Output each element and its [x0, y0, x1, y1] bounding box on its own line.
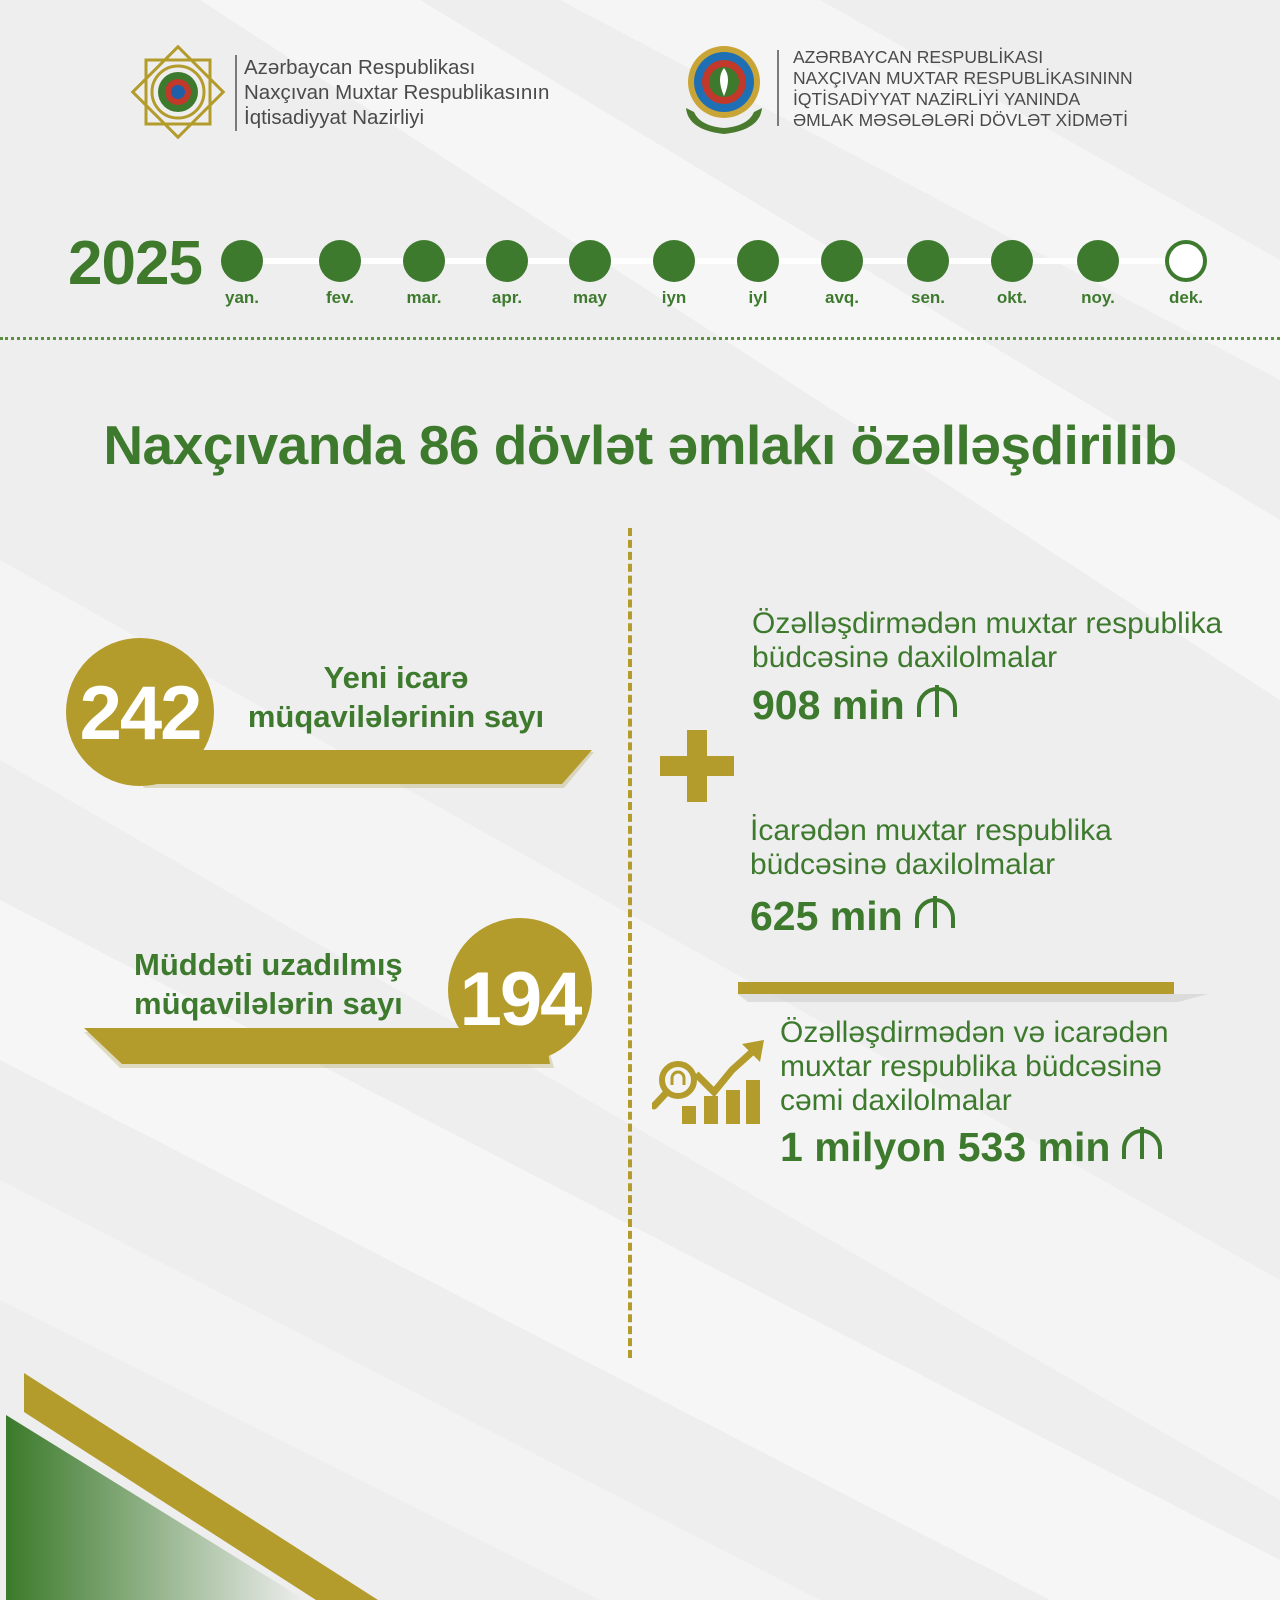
state-emblem-icon [678, 38, 770, 138]
manat-icon [1120, 1125, 1164, 1161]
timeline-month-dot [319, 240, 361, 282]
ministry-emblem-icon [126, 40, 230, 144]
total-income-label [780, 1016, 1169, 1118]
service-line: NAXÇIVAN MUXTAR RESPUBLİKASININN [793, 68, 1133, 88]
timeline-month-dot [907, 240, 949, 282]
ministry-line: Naxçıvan Muxtar Respublikasının [244, 81, 550, 104]
lease-income-label [750, 814, 1112, 882]
value-text: 1 milyon 533 min [780, 1124, 1111, 1170]
new-leases-label [236, 658, 556, 736]
label-line: büdcəsinə daxilolmalar [750, 848, 1056, 881]
timeline-month-label: may [572, 288, 608, 307]
timeline-month-label: avq. [824, 288, 860, 307]
ministry-name [244, 55, 549, 130]
timeline-month-dot [403, 240, 445, 282]
timeline-month-label: mar. [406, 288, 442, 307]
timeline-month-dot [737, 240, 779, 282]
new-leases-value: 242 [79, 671, 201, 756]
label-line: cəmi daxilolmalar [780, 1084, 1012, 1117]
timeline-month-label: fev. [325, 288, 355, 307]
ministry-line: Azərbaycan Respublikası [244, 56, 476, 79]
total-separator-bar [738, 982, 1208, 1002]
timeline-track [240, 258, 1190, 264]
extended-contracts-label [134, 945, 434, 1023]
service-line: ƏMLAK MƏSƏLƏLƏRİ DÖVLƏT XİDMƏTİ [793, 110, 1128, 130]
manat-icon [913, 894, 957, 930]
label-line: büdcəsinə daxilolmalar [752, 641, 1058, 674]
timeline-month-dot [221, 240, 263, 282]
service-name [793, 47, 1133, 131]
privatization-label [752, 607, 1222, 675]
timeline-month-label: dek. [1168, 288, 1204, 307]
timeline-month-label: yan. [224, 288, 260, 307]
timeline-month-dot [991, 240, 1033, 282]
label-line: Özəlləşdirmədən və icarədən [780, 1016, 1169, 1049]
timeline-month-dot [1077, 240, 1119, 282]
service-line: İQTİSADİYYAT NAZİRLİYİ YANINDA [793, 89, 1081, 109]
label-line: müqavilələrinin sayı [247, 699, 545, 734]
timeline-year: 2025 [68, 229, 202, 298]
label-line: Yeni icarə [323, 660, 469, 695]
timeline-month-label: noy. [1081, 288, 1115, 307]
manat-icon [915, 683, 959, 719]
timeline-month-label: okt. [996, 288, 1028, 307]
timeline-month-label: iyl [748, 288, 768, 307]
timeline-month-dot [486, 240, 528, 282]
growth-chart-icon [652, 1040, 766, 1126]
lease-income-value [750, 893, 957, 940]
timeline-month-dot [1165, 240, 1207, 282]
timeline-month-label: sen. [910, 288, 946, 307]
timeline-month-label: iyn [661, 288, 687, 307]
value-text: 908 min [752, 682, 905, 728]
label-line: Müddəti uzadılmış [134, 947, 403, 982]
timeline-month-dot [821, 240, 863, 282]
value-text: 625 min [750, 893, 903, 939]
header-separator [777, 50, 779, 126]
timeline-month-label: apr. [491, 288, 523, 307]
header-separator [235, 55, 237, 131]
center-divider [628, 528, 632, 1358]
label-line: Özəlləşdirmədən muxtar respublika [752, 607, 1223, 640]
label-line: muxtar respublika büdcəsinə [780, 1050, 1162, 1083]
page-title: Naxçıvanda 86 dövlət əmlakı özəlləşdirilib [103, 414, 1177, 476]
section-divider [0, 337, 1280, 340]
plus-icon [660, 730, 734, 802]
timeline-month-dot [569, 240, 611, 282]
privatization-value [752, 682, 959, 729]
label-line: İcarədən muxtar respublika [750, 814, 1112, 847]
label-line: müqavilələrin sayı [134, 986, 403, 1021]
total-income-value [780, 1124, 1164, 1171]
extended-contracts-value: 194 [459, 957, 581, 1042]
service-line: AZƏRBAYCAN RESPUBLİKASI [793, 47, 1044, 67]
timeline-month-dot [653, 240, 695, 282]
ministry-line: İqtisadiyyat Nazirliyi [244, 106, 424, 129]
